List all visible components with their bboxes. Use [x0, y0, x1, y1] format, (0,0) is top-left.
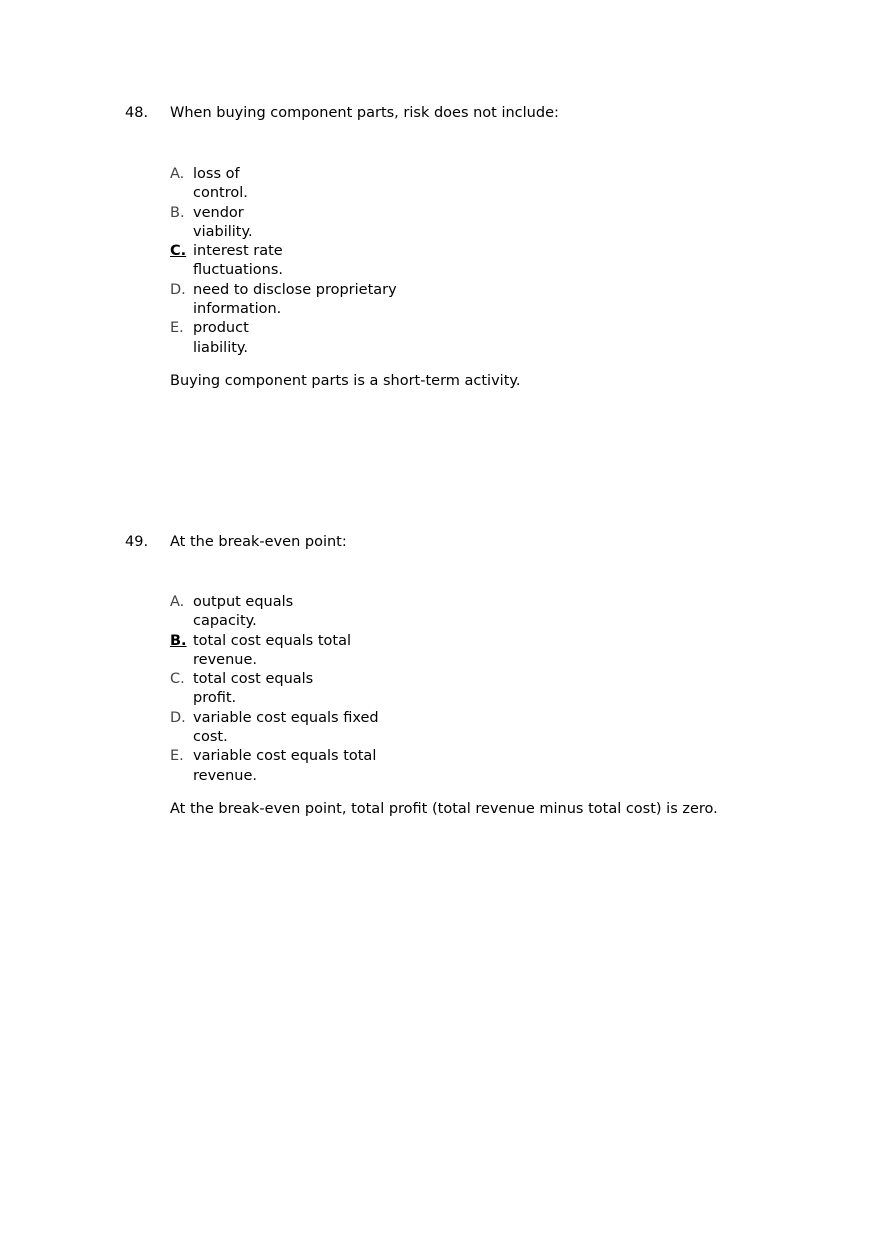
option-text-line2: cost.	[193, 729, 228, 746]
option-text-line1: interest rate	[193, 243, 283, 260]
option-text-line2: liability.	[193, 339, 249, 356]
question-number: 48.	[125, 105, 149, 121]
option-text-line1: vendor	[193, 204, 244, 221]
option-c	[170, 670, 379, 709]
option-letter: C.	[170, 671, 185, 688]
answer-explanation: Buying component parts is a short-term activity.	[170, 373, 521, 389]
question-49	[125, 531, 825, 817]
answer-options	[170, 593, 379, 786]
option-text-line1: variable cost equals fixed	[193, 709, 379, 726]
option-text-line2: profit.	[193, 690, 237, 707]
option-e	[170, 319, 397, 358]
option-d	[170, 709, 379, 748]
option-letter: D.	[170, 281, 186, 298]
option-text-line1: total cost equals	[193, 671, 314, 688]
option-letter: A.	[170, 166, 185, 182]
option-letter: D.	[170, 709, 186, 726]
option-text-line1: variable cost equals total	[193, 748, 377, 765]
option-text-line2: viability.	[193, 223, 253, 240]
option-text-line1: need to disclose proprietary	[193, 281, 397, 298]
option-text-line1: total cost equals total	[193, 632, 352, 649]
option-d	[170, 281, 397, 320]
option-text-line2: information.	[193, 301, 282, 318]
option-text-line2: capacity.	[193, 613, 257, 630]
answer-explanation: At the break-even point, total profit (total revenue minus total cost) is zero.	[170, 801, 718, 817]
option-letter: E.	[170, 320, 184, 337]
question-number: 49.	[125, 534, 149, 550]
correct-option-letter: C.	[170, 243, 187, 260]
answer-options	[170, 165, 397, 358]
option-a	[170, 165, 397, 204]
question-text: At the break-even point:	[170, 534, 347, 550]
question-48	[125, 102, 825, 389]
option-text-line2: revenue.	[193, 767, 257, 784]
correct-option-letter: B.	[170, 632, 187, 649]
option-b	[170, 632, 379, 671]
option-letter: A.	[170, 594, 185, 610]
option-text-line2: revenue.	[193, 651, 257, 668]
option-b	[170, 204, 397, 243]
option-letter: E.	[170, 748, 184, 765]
option-text-line2: fluctuations.	[193, 262, 283, 279]
option-text-line2: control.	[193, 185, 248, 202]
question-stem	[125, 102, 825, 124]
question-stem	[125, 531, 825, 553]
option-text-line1: output equals	[193, 594, 294, 610]
option-text-line1: product	[193, 320, 249, 337]
option-text-line1: loss of	[193, 166, 240, 182]
option-a	[170, 593, 379, 632]
question-text: When buying component parts, risk does not include:	[170, 105, 559, 121]
option-e	[170, 747, 379, 786]
option-letter: B.	[170, 204, 185, 221]
option-c	[170, 242, 397, 281]
